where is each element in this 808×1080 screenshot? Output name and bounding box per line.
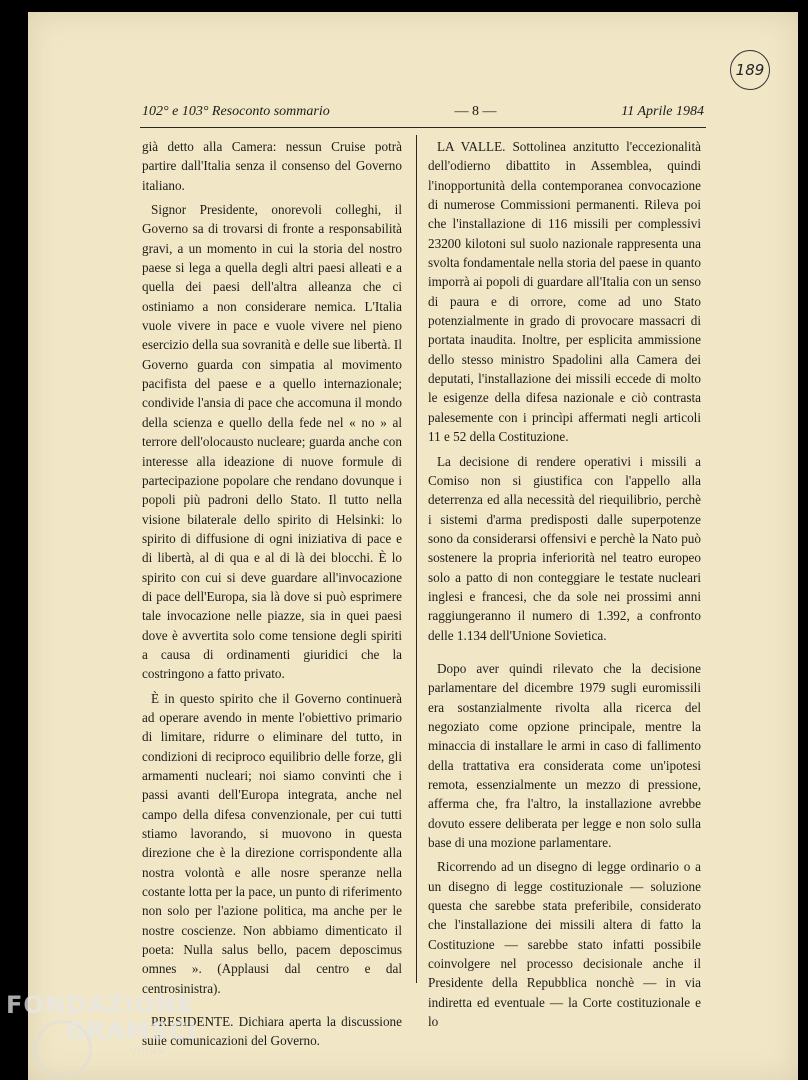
header-rule — [140, 127, 706, 128]
right-paragraph-1: LA VALLE. Sottolinea anzitutto l'eccezionalità dell'odierno dibattito in Assemblea, quindi l'inopportunità della contemporanea convocazione di numerose Commissioni permanenti. Rileva poi che l'installazione di 116 missili per complessivi 23200 kilotoni sul suolo nazionale rappresenta una svolta fondamentale nella storia del paese in quanto imporrà ai popoli di guardare all'Italia con un senso di paura e di orrore, come ad uno Stato potenzialmente in grado di provocare massacri di portata inaudita. Inoltre, per esplicita ammissione dello stesso ministro Spadolini alla Camera dei deputati, l'installazione dei missili eccede di molto le esigenze della difesa nazionale e ciò contrasta palesemente con i princìpi affermati negli articoli 11 e 52 della Costituzione. — [428, 139, 701, 445]
header-page-number: — 8 — — [454, 104, 497, 119]
right-paragraph-3: Dopo aver quindi rilevato che la decisione parlamentare del dicembre 1979 sugli euromissili era sostanzialmente rivolta alla ricerca del negoziato come opzione principale, mentre la minaccia di installare le armi in caso di fallimento della trattativa era considerata come un'ipotesi remota, essenzialmente un mezzo di pressione, afferma che, fra l'altro, la installazione avrebbe dovuto essere deliberata per legge e non solo sulla base di una mozione parlamentare. — [428, 660, 701, 851]
right-paragraph-2: La decisione di rendere operativi i missili a Comiso non si giustifica con l'appello alla deterrenza ed alla necessità del riequilibrio, perchè i sistemi d'arma predisposti dalle superpotenze sono da considerarsi offensivi e perchè la Nato può sostenere la propria inferiorità nel teatro europeo solo a patto di non conteggiare le testate nucleari inglesi e francesi, che da sole nei prossimi anni raggiungeranno il numero di 1.392, a confronto delle 1.134 dell'Unione Sovietica. — [428, 453, 701, 643]
page-header — [142, 104, 704, 120]
left-paragraph-2: Signor Presidente, onorevoli colleghi, il Governo sa di trovarsi di fronte a responsabilità gravi, a un momento in cui la storia del nostro paese si lega a quella degli altri paesi alleati e a quella dei paesi dell'altra alleanza che ci ostiniamo a non considerare nemica. L'Italia vuole vivere in pace e vuole vivere nel pieno esercizio della sua sovranità e delle sue libertà. Il Governo guarda con simpatia al movimento pacifista del paese e a quello internazionale; condivide l'ansia di pace che accomuna il mondo della scienza e quello della fede nel « no » al terrore dell'olocausto nucleare; guarda anche con interesse alla ideazione di nuove formule di partecipazione popolare che rendano dovunque i popoli più padroni dello Stato. Il tutto nella visione bilaterale dello spirito di Helsinki: lo spirito di diffusione di ogni iniziativa di pace e di libertà, al di qua e al di là dei blocchi. È lo spirito con cui si deve guardare all'invocazione di pace dell'Europa, sia là dove si può esprimere tale invocazione nelle piazze, sia in quei paesi dove è avvertita solo come tensione degli spiriti a causa di ordinamenti giuridici che la costringono a fatto privato. — [142, 202, 402, 682]
left-paragraph-1: già detto alla Camera: nessun Cruise potrà partire dall'Italia senza il consenso del Governo italiano. — [142, 139, 402, 193]
left-column — [142, 137, 402, 1056]
watermark-line1: FONDAZIONE — [6, 991, 195, 1019]
header-left: 102° e 103° Resoconto sommario — [142, 104, 330, 119]
right-paragraph-4: Ricorrendo ad un disegno di legge ordinario o a un disegno di legge costituzionale — soluzione questa che sarebbe stata preferibile, considerato che l'installazione dei missili altera di fatto la Costituzione — sarebbe stato infatti possibile coinvolgere nel processo decisionale anche il Presidente della Repubblica nonchè — in via indiretta ed eventuale — la Corte costituzionale e lo — [428, 859, 701, 1030]
left-paragraph-3: È in questo spirito che il Governo continuerà ad operare avendo in mente l'obiettivo primario di limitare, ridurre o eliminare del tutto, in condizioni di reciproco equilibrio delle forze, gli armamenti nucleari; noi siamo convinti che i passi avanti dell'Europa integrata, anche nel campo della difesa convenzionale, per cui tutti stiamo lavorando, si muovono in questa direzione che è la direzione corrispondente alla nostra volontà e alle nosre speranze nella costante lotta per la pace, un punto di riferimento non solo per l'azione politica, ma anche per le nostre coscienze. Non abbiamo dimenticato il poeta: Nulla salus bello, pacem deposcimus omnes ». (Applausi dal centro e dal centrosinistra). — [142, 690, 402, 996]
page-stamp — [730, 50, 770, 90]
stamp-number: 189 — [735, 61, 765, 79]
watermark-line2: GRAMSCI — [66, 1017, 198, 1045]
header-date: 11 Aprile 1984 — [621, 104, 704, 119]
column-divider — [416, 135, 417, 983]
right-column — [428, 137, 701, 1036]
watermark-line3: onlus — [130, 1043, 165, 1056]
watermark-logo — [6, 992, 197, 1056]
left-paragraph-4: PRESIDENTE. Dichiara aperta la discussione sulle comunicazioni del Governo. — [142, 1014, 402, 1049]
